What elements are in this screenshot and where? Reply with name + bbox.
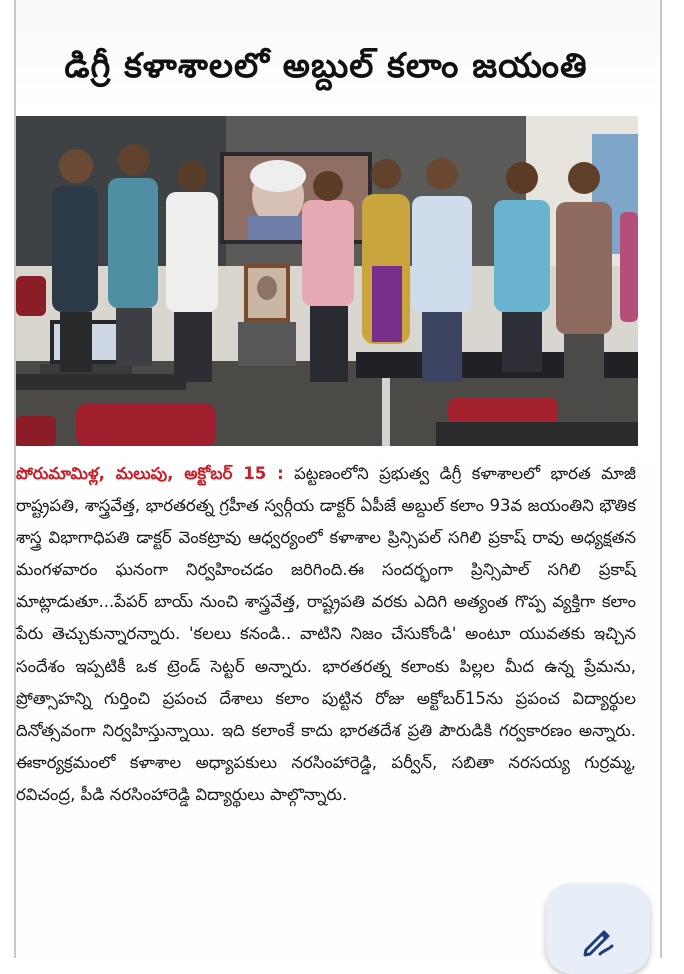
event-photo	[16, 116, 638, 446]
edit-button[interactable]	[546, 884, 650, 974]
headline: డిగ్రీ కళాశాలలో అబ్దుల్ కలాం జయంతి	[64, 46, 588, 86]
article-body	[16, 458, 636, 811]
article-text: పట్టణంలోని ప్రభుత్వ డిగ్రీ కళాశాలలో భారత మాజీ రాష్ట్రపతి, శాస్త్రవేత్త, భారతరత్న గ్రహీత స్వర్గీయ డాక్టర్ ఏపీజే అబ్దుల్ కలాం 93వ జయంతిని భౌతిక శాస్త్ర విభాగాధిపతి డాక్టర్ వెంకట్రావు ఆధ్వర్యంలో కళాశాల ప్రిన్సిపల్ సగిలి ప్రకాష్ రావు అధ్యక్షతన మంగళవారం ఘనంగా నిర్వహించడం జరిగింది.ఈ సందర్భంగా ప్రిన్సిపాల్ సగిలి ప్రకాష్ మాట్లాడుతూ...పేపర్ బాయ్ నుంచి శాస్త్రవేత్త, రాష్ట్రపతి వరకు ఎదిగి అత్యంత గొప్ప వ్యక్తిగా కలాం పేరు తెచ్చుకున్నారన్నారు. 'కలలు కనండి.. వాటిని నిజం చేసుకోండి' అంటూ యువతకు ఇచ్చిన సందేశం ఇప్పటికీ ఒక ట్రెండ్ సెట్టర్ అన్నారు. భారతరత్న కలాంకు పిల్లల మీద ఉన్న ప్రేమను, ప్రోత్సాహన్ని గుర్తించి ప్రపంచ దేశాలు కలాం పుట్టిన రోజు అక్టోబర్15ను ప్రపంచ విద్యార్థుల దినోత్సవంగా నిర్వహిస్తున్నాయి. ఇది కలాంకే కాదు భారతదేశ ప్రతి పౌరుడికి గర్వకారణం అన్నారు. ఈకార్యక్రమంలో కళాశాల అధ్యాపకులు నరసింహారెడ్డి, పర్వీన్, సబితా నరసయ్య గుర్రమ్మ, రవిచంద్ర, పీడి నరసింహారెడ్డి విద్యార్థులు పాల్గొన్నారు.	[16, 464, 636, 804]
pen-edit-icon	[578, 920, 618, 960]
article-dateline: పోరుమామిళ్ల, మలుపు, అక్టోబర్ 15 :	[16, 464, 284, 483]
